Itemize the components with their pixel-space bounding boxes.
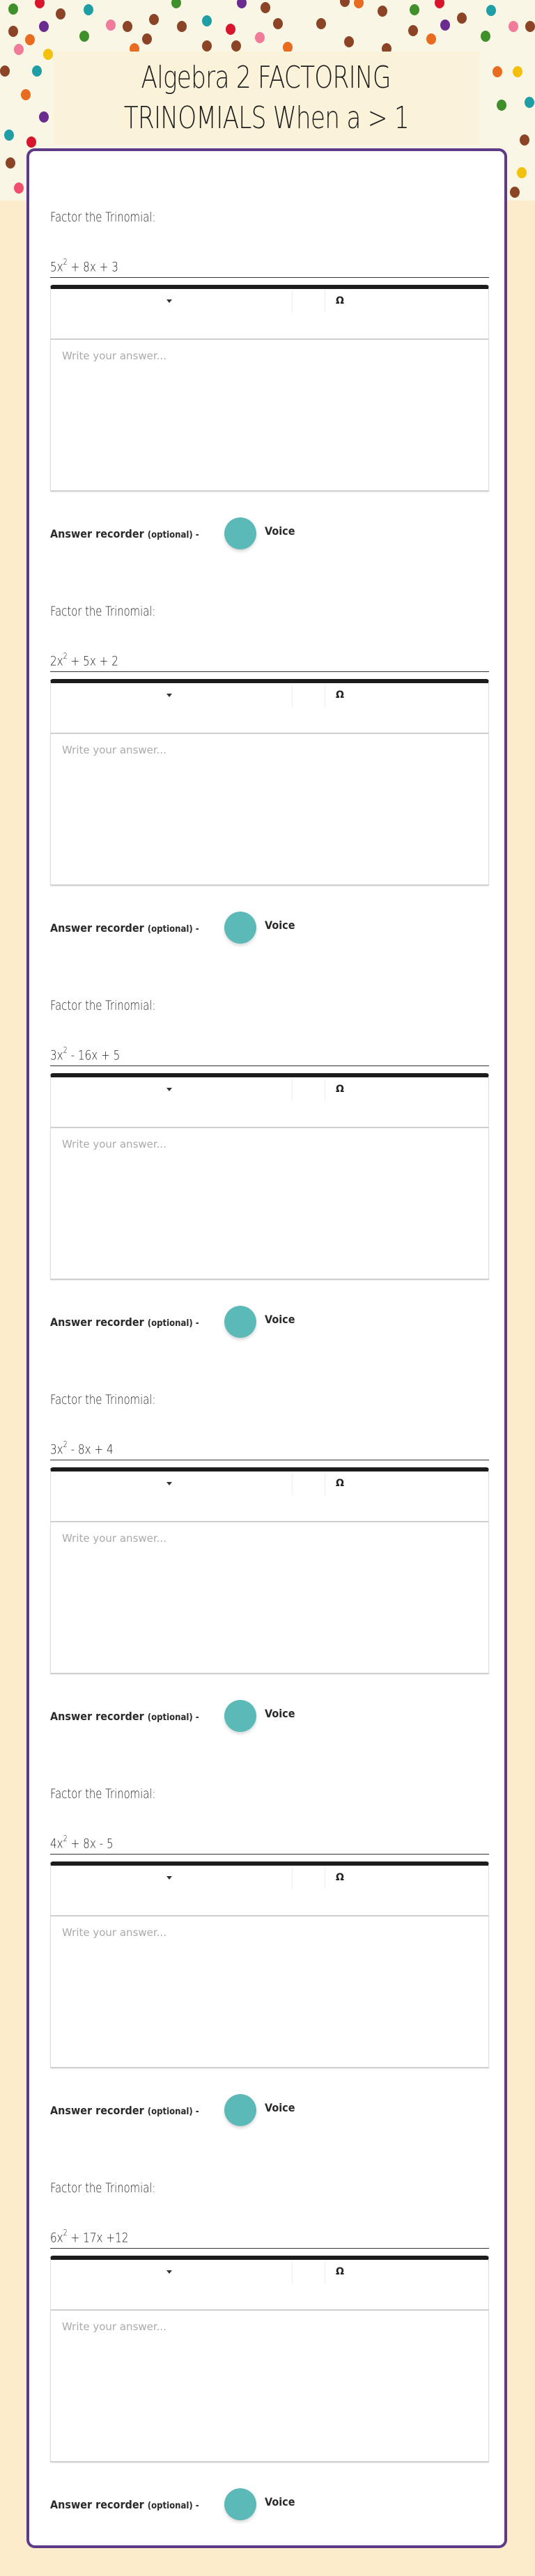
decor-dot [237, 0, 247, 8]
decor-dot [255, 32, 265, 43]
voice-record-button[interactable] [224, 912, 256, 944]
decor-dot [517, 167, 527, 178]
decor-dot [84, 4, 93, 15]
decor-dot [56, 8, 65, 19]
special-character-button[interactable]: Ω [336, 295, 344, 306]
decor-dot [171, 0, 181, 8]
decor-dot [510, 187, 520, 198]
decor-dot [261, 2, 270, 13]
answer-textarea[interactable]: Write your answer... [50, 1522, 489, 1674]
editor-toolbar [50, 1467, 489, 1522]
answer-editor [50, 679, 489, 886]
expr-rest: - 8x + 4 [67, 1442, 114, 1458]
page-title-line-1: Algebra 2 FACTORING [141, 60, 391, 95]
recorder-label [50, 921, 199, 935]
expr-exponent: 2 [63, 1439, 68, 1449]
decor-dot [6, 157, 15, 169]
decor-dot [149, 14, 159, 25]
expr-lead: 3x [50, 1442, 63, 1458]
recorder-label-text: Answer recorder [50, 2103, 144, 2117]
toolbar-separator [292, 2261, 293, 2284]
decor-dot [426, 33, 436, 45]
decor-dot [123, 21, 132, 32]
decor-dot [509, 21, 518, 32]
expr-exponent: 2 [63, 1045, 68, 1055]
worksheet-card [26, 148, 507, 2548]
decor-dot [497, 100, 506, 111]
decor-dot [43, 49, 53, 60]
toolbar-separator [292, 1079, 293, 1101]
decor-dot [525, 97, 534, 108]
voice-label: Voice [265, 1707, 295, 1720]
divider [50, 671, 489, 672]
expr-exponent: 2 [63, 257, 68, 267]
expr-lead: 2x [50, 653, 63, 669]
voice-label: Voice [265, 524, 295, 538]
format-dropdown[interactable] [51, 1077, 288, 1101]
decor-dot [316, 18, 326, 29]
expr-rest: + 8x + 3 [67, 259, 118, 275]
recorder-label-text: Answer recorder [50, 921, 144, 935]
chevron-down-icon [166, 299, 172, 303]
divider [50, 2248, 489, 2249]
divider [50, 1065, 489, 1066]
expr-rest: + 8x - 5 [67, 1836, 114, 1852]
answer-recorder [50, 2093, 295, 2128]
recorder-label [50, 1710, 199, 1723]
decor-dot [142, 33, 152, 45]
decor-dot [21, 89, 31, 100]
recorder-optional-text: (optional) - [147, 529, 199, 540]
voice-label: Voice [265, 919, 295, 932]
chevron-down-icon [166, 694, 172, 697]
decor-dot [26, 136, 36, 148]
trinomial-expression [50, 258, 118, 274]
special-character-button[interactable]: Ω [336, 1872, 344, 1883]
decor-dot [408, 25, 418, 36]
decor-dot [231, 40, 241, 52]
question-3 [50, 998, 486, 1392]
question-prompt: Factor the Trinomial: [50, 1786, 156, 1802]
decor-dot [344, 36, 354, 47]
answer-editor [50, 1467, 489, 1674]
chevron-down-icon [166, 1876, 172, 1880]
chevron-down-icon [166, 1088, 172, 1091]
format-dropdown[interactable] [51, 683, 288, 707]
recorder-label-text: Answer recorder [50, 1709, 144, 1723]
voice-record-button[interactable] [224, 1306, 256, 1338]
editor-toolbar [50, 679, 489, 734]
trinomial-expression [50, 1441, 114, 1457]
recorder-optional-text: (optional) - [147, 2500, 199, 2511]
question-5 [50, 1786, 486, 2180]
decor-dot [32, 65, 42, 77]
answer-textarea[interactable]: Write your answer... [50, 2311, 489, 2462]
format-dropdown[interactable] [51, 1472, 288, 1495]
decor-dot [79, 31, 89, 42]
voice-record-button[interactable] [224, 2488, 256, 2520]
answer-recorder [50, 1699, 295, 1733]
format-dropdown[interactable] [51, 2260, 288, 2284]
expr-exponent: 2 [63, 651, 68, 661]
editor-toolbar [50, 1073, 489, 1128]
answer-textarea[interactable]: Write your answer... [50, 734, 489, 886]
answer-editor [50, 285, 489, 492]
recorder-optional-text: (optional) - [147, 923, 199, 935]
trinomial-expression [50, 653, 118, 669]
trinomial-expression [50, 2229, 128, 2245]
answer-editor [50, 1073, 489, 1280]
answer-recorder [50, 2487, 295, 2522]
special-character-button[interactable]: Ω [336, 689, 344, 701]
editor-toolbar [50, 2256, 489, 2311]
decor-dot [0, 65, 10, 77]
format-dropdown[interactable] [51, 1866, 288, 1889]
decor-dot [525, 21, 535, 32]
decor-dot [39, 111, 49, 123]
page-title-line-2: TRINOMIALS When a > 1 [123, 100, 409, 136]
decor-dot [202, 15, 212, 26]
question-4 [50, 1392, 486, 1786]
decor-dot [457, 13, 467, 24]
decor-dot [486, 5, 496, 16]
toolbar-separator [292, 290, 293, 313]
answer-textarea[interactable]: Write your answer... [50, 340, 489, 492]
decor-dot [354, 0, 364, 8]
decor-dot [14, 182, 24, 194]
format-dropdown[interactable] [51, 289, 288, 313]
recorder-optional-text: (optional) - [147, 1318, 199, 1329]
decor-dot [25, 34, 35, 45]
divider [50, 1854, 489, 1855]
decor-dot [14, 44, 24, 55]
trinomial-expression [50, 1047, 120, 1063]
expr-lead: 6x [50, 2230, 63, 2246]
recorder-optional-text: (optional) - [147, 1712, 199, 1723]
decor-dot [8, 26, 18, 37]
chevron-down-icon [166, 2270, 172, 2274]
decor-dot [177, 21, 187, 32]
decor-dot [273, 18, 283, 29]
answer-recorder [50, 910, 295, 945]
recorder-label-text: Answer recorder [50, 526, 144, 540]
voice-label: Voice [265, 1313, 295, 1326]
decor-dot [513, 66, 522, 77]
question-prompt: Factor the Trinomial: [50, 604, 156, 619]
special-character-button[interactable]: Ω [336, 1478, 344, 1489]
expr-rest: + 5x + 2 [67, 653, 118, 669]
answer-textarea[interactable]: Write your answer... [50, 1917, 489, 2068]
expr-lead: 4x [50, 1836, 63, 1852]
decor-dot [520, 134, 529, 146]
special-character-button[interactable]: Ω [336, 2266, 344, 2277]
decor-dot [35, 0, 45, 8]
toolbar-separator [292, 1867, 293, 1889]
question-prompt: Factor the Trinomial: [50, 1392, 156, 1407]
expr-rest: - 16x + 5 [67, 1047, 121, 1063]
question-2 [50, 604, 486, 998]
recorder-optional-text: (optional) - [147, 2106, 199, 2117]
toolbar-separator [292, 1473, 293, 1495]
voice-label: Voice [265, 2101, 295, 2114]
question-1 [50, 210, 486, 604]
voice-record-button[interactable] [224, 2094, 256, 2126]
trinomial-expression [50, 1835, 114, 1851]
expr-lead: 3x [50, 1047, 63, 1063]
answer-recorder [50, 516, 295, 551]
decor-dot [226, 24, 235, 35]
answer-editor [50, 2256, 489, 2462]
toolbar-separator [292, 685, 293, 707]
decor-dot [8, 3, 18, 15]
editor-toolbar [50, 285, 489, 340]
divider [50, 277, 489, 278]
answer-recorder [50, 1304, 295, 1339]
question-prompt: Factor the Trinomial: [50, 210, 156, 225]
question-6 [50, 2180, 486, 2575]
answer-editor [50, 1861, 489, 2068]
expr-exponent: 2 [63, 2228, 68, 2238]
decor-dot [378, 6, 387, 17]
expr-exponent: 2 [63, 1834, 68, 1843]
voice-label: Voice [265, 2495, 295, 2508]
question-prompt: Factor the Trinomial: [50, 2180, 156, 2196]
voice-record-button[interactable] [224, 517, 256, 549]
recorder-label [50, 1316, 199, 1329]
expr-rest: + 17x +12 [67, 2230, 129, 2246]
expr-lead: 5x [50, 259, 63, 275]
decor-dot [435, 0, 444, 8]
recorder-label-text: Answer recorder [50, 2497, 144, 2511]
decor-dot [4, 130, 14, 141]
voice-record-button[interactable] [224, 1700, 256, 1732]
decor-dot [39, 21, 49, 32]
special-character-button[interactable]: Ω [336, 1084, 344, 1095]
page-title-banner [53, 52, 479, 145]
question-prompt: Factor the Trinomial: [50, 998, 156, 1013]
recorder-label [50, 2104, 199, 2117]
decor-dot [493, 66, 502, 77]
answer-textarea[interactable]: Write your answer... [50, 1128, 489, 1280]
decor-dot [202, 40, 212, 52]
recorder-label [50, 2498, 199, 2511]
decor-dot [481, 31, 490, 42]
decor-dot [410, 4, 419, 15]
decor-dot [440, 19, 450, 31]
chevron-down-icon [166, 1482, 172, 1485]
editor-toolbar [50, 1861, 489, 1917]
recorder-label [50, 527, 199, 540]
recorder-label-text: Answer recorder [50, 1315, 144, 1329]
decor-dot [340, 0, 350, 7]
decor-dot [106, 19, 116, 31]
